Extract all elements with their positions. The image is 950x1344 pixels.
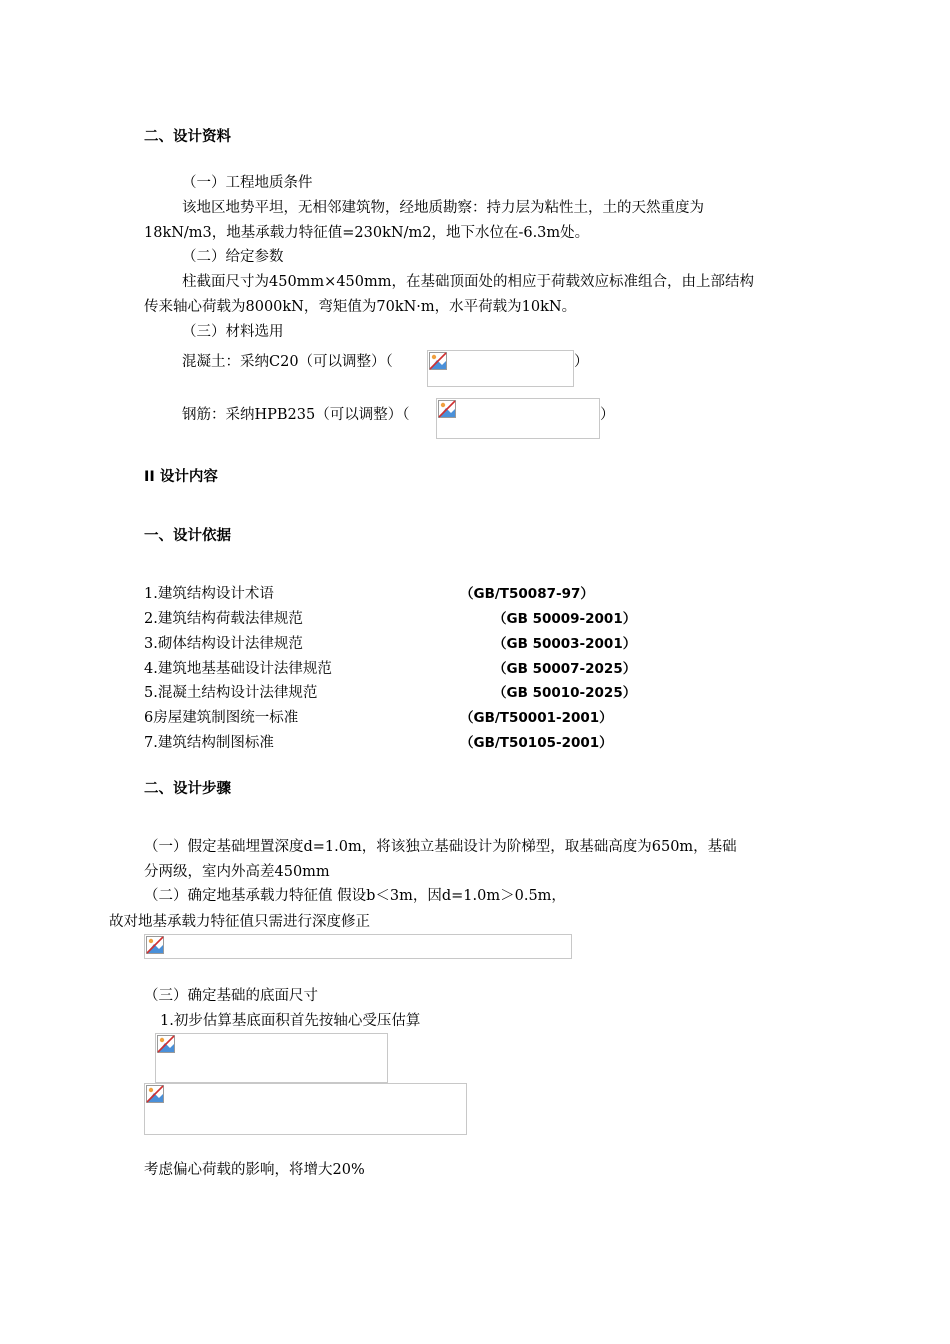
basis-item-name: 5.混凝土结构设计法律规范 xyxy=(144,685,318,701)
basis-item-name: 3.砌体结构设计法律规范 xyxy=(144,636,303,652)
base-area-formula-image-2 xyxy=(144,1083,467,1135)
basis-item-name: 2.建筑结构荷载法律规范 xyxy=(144,611,303,627)
concrete-close-paren: ） xyxy=(574,354,589,370)
steel-formula-image xyxy=(436,398,600,439)
basis-item-name: 7.建筑结构制图标准 xyxy=(144,735,274,751)
params-text-line-1: 柱截面尺寸为450mm×450mm，在基础顶面处的相应于荷载效应标准组合，由上部结构 xyxy=(182,274,754,290)
basis-item-code: （GB 50010-2025） xyxy=(493,685,637,701)
geology-text-line-1: 该地区地势平坦，无相邻建筑物，经地质勘察：持力层为粘性土，土的天然重度为 xyxy=(182,200,704,216)
section-heading-design-content: II 设计内容 xyxy=(144,469,218,485)
broken-image-icon xyxy=(157,1035,175,1053)
step2-text-line-1: （二）确定地基承载力特征值 假设b＜3m，因d=1.0m＞0.5m， xyxy=(144,888,566,904)
concrete-label: 混凝土：采纳C20（可以调整）（ xyxy=(182,354,393,370)
section-heading-basis: 一、设计依据 xyxy=(144,528,231,544)
concrete-formula-image xyxy=(427,350,574,387)
params-title: （二）给定参数 xyxy=(182,249,284,265)
step3-subtitle-1: 1.初步估算基底面积首先按轴心受压估算 xyxy=(160,1013,421,1029)
section-heading-steps: 二、设计步骤 xyxy=(144,781,231,797)
params-text-line-2: 传来轴心荷载为8000kN，弯矩值为70kN·m，水平荷载为10kN。 xyxy=(144,299,577,315)
step1-text-line-2: 分两级，室内外高差450mm xyxy=(144,864,330,880)
basis-item-code: （GB 50007-2025） xyxy=(493,661,637,677)
broken-image-icon xyxy=(146,936,164,954)
basis-item-code: （GB/T50087-97） xyxy=(460,586,594,602)
basis-item-name: 1.建筑结构设计术语 xyxy=(144,586,274,602)
basis-item-name: 6房屋建筑制图统一标准 xyxy=(144,710,299,726)
broken-image-icon xyxy=(438,400,456,418)
geology-title: （一）工程地质条件 xyxy=(182,175,313,191)
broken-image-icon xyxy=(429,352,447,370)
broken-image-icon xyxy=(146,1085,164,1103)
section-heading-design-data: 二、设计资料 xyxy=(144,129,231,145)
materials-title: （三）材料选用 xyxy=(182,324,284,340)
basis-item-code: （GB/T50105-2001） xyxy=(460,735,613,751)
depth-correction-formula-image xyxy=(144,934,572,959)
basis-item-code: （GB/T50001-2001） xyxy=(460,710,613,726)
steel-close-paren: ） xyxy=(600,407,615,423)
step1-text-line-1: （一）假定基础埋置深度d=1.0m，将该独立基础设计为阶梯型，取基础高度为650m，基础 xyxy=(144,839,737,855)
step2-text-line-2: 故对地基承载力特征值只需进行深度修正 xyxy=(109,914,370,930)
basis-item-code: （GB 50003-2001） xyxy=(493,636,637,652)
base-area-formula-image-1 xyxy=(155,1033,388,1083)
step3-title: （三）确定基础的底面尺寸 xyxy=(144,988,318,1004)
basis-item-name: 4.建筑地基基础设计法律规范 xyxy=(144,661,332,677)
geology-text-line-2: 18kN/m3，地基承载力特征值=230kN/m2，地下水位在-6.3m处。 xyxy=(144,225,590,241)
eccentric-load-note: 考虑偏心荷载的影响，将增大20% xyxy=(144,1162,365,1178)
steel-label: 钢筋：采纳HPB235（可以调整）（ xyxy=(182,407,410,423)
basis-item-code: （GB 50009-2001） xyxy=(493,611,637,627)
